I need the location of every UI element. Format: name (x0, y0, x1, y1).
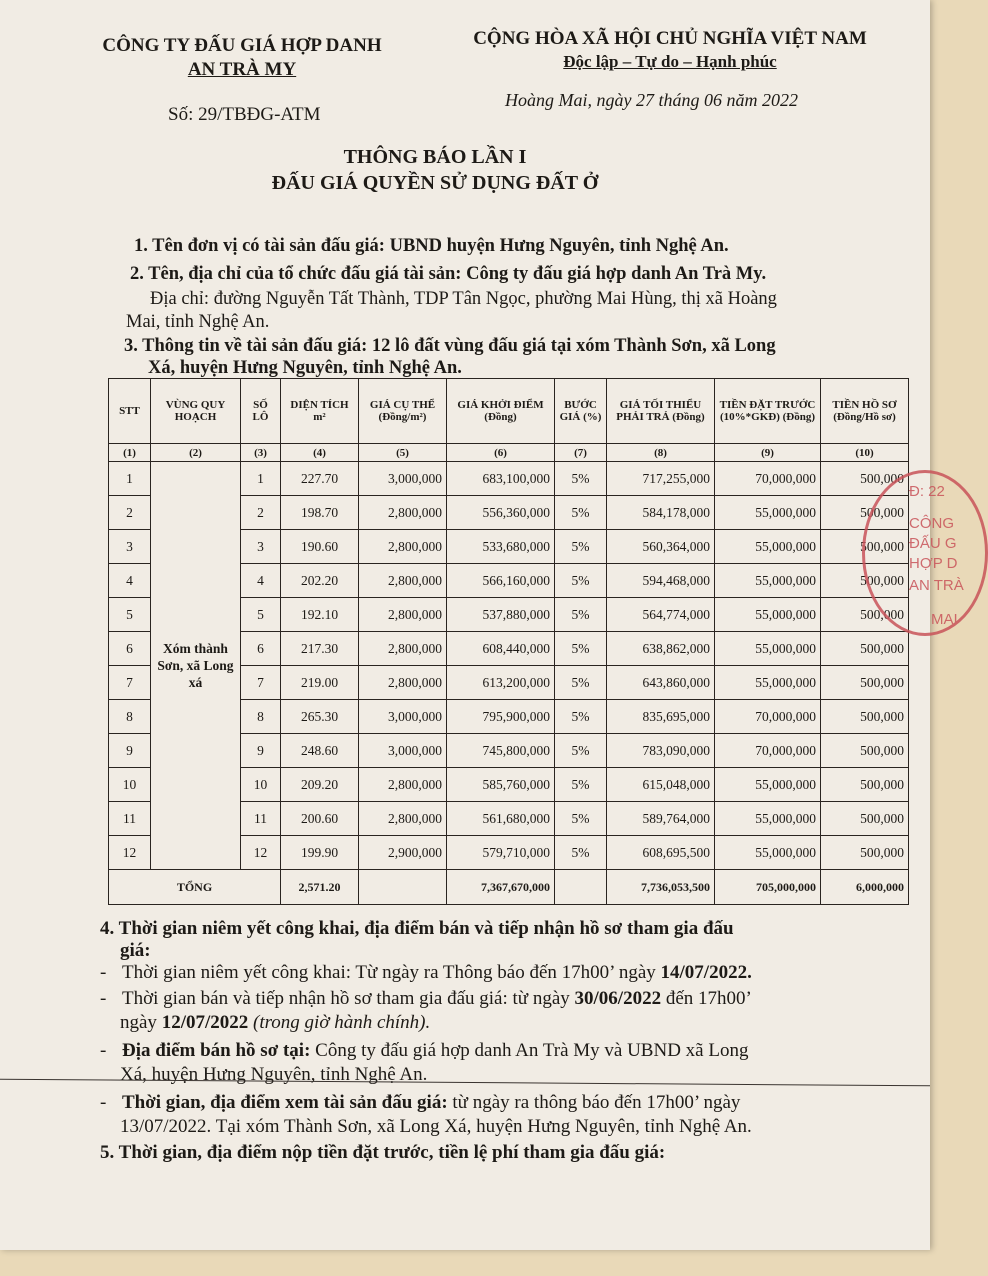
item-1: 1. Tên đơn vị có tài sản đấu giá: UBND huyện Hưng Nguyên, tỉnh Nghệ An. (134, 236, 729, 256)
area-cell: 198.70 (281, 496, 359, 530)
bullet-sale-location-line2: Xá, huyện Hưng Nguyên, tỉnh Nghệ An. (120, 1064, 428, 1085)
lot-cell: 8 (241, 700, 281, 734)
total-start-price-cell: 7,367,670,000 (447, 870, 555, 905)
bullet-dash: - (100, 962, 107, 983)
lot-cell: 7 (241, 666, 281, 700)
min-price-cell: 594,468,000 (607, 564, 715, 598)
stt-cell: 3 (109, 530, 151, 564)
col-header-fee: TIỀN HỒ SƠ (Đồng/Hồ sơ) (821, 379, 909, 444)
company-name-line1: CÔNG TY ĐẤU GIÁ HỢP DANH (102, 35, 382, 56)
index-cell: (9) (715, 444, 821, 462)
item-2: 2. Tên, địa chỉ của tổ chức đấu giá tài sản: Công ty đấu giá hợp danh An Trà My. (130, 264, 767, 284)
area-cell: 190.60 (281, 530, 359, 564)
stt-cell: 2 (109, 496, 151, 530)
step-cell: 5% (555, 700, 607, 734)
index-cell: (1) (109, 444, 151, 462)
bullet-dash: - (100, 1040, 107, 1061)
unit-price-cell: 2,800,000 (359, 802, 447, 836)
item-2-address-line2: Mai, tỉnh Nghệ An. (126, 312, 270, 332)
stt-cell: 10 (109, 768, 151, 802)
area-cell: 199.90 (281, 836, 359, 870)
stamp-text: AN TRÀ (909, 577, 964, 594)
unit-price-cell: 2,900,000 (359, 836, 447, 870)
deposit-cell: 55,000,000 (715, 836, 821, 870)
lot-cell: 11 (241, 802, 281, 836)
min-price-cell: 564,774,000 (607, 598, 715, 632)
deposit-cell: 55,000,000 (715, 598, 821, 632)
area-cell: 200.60 (281, 802, 359, 836)
step-cell: 5% (555, 530, 607, 564)
total-fee-cell: 6,000,000 (821, 870, 909, 905)
step-cell: 5% (555, 564, 607, 598)
start-price-cell: 608,440,000 (447, 632, 555, 666)
bullet-view-assets (122, 1092, 740, 1114)
national-header (450, 28, 890, 72)
lot-cell: 5 (241, 598, 281, 632)
bullet-dash: - (100, 988, 107, 1009)
bullet-note: (trong giờ hành chính). (248, 1012, 431, 1033)
lot-cell: 10 (241, 768, 281, 802)
table-row (109, 462, 909, 496)
lot-cell: 6 (241, 632, 281, 666)
lot-cell: 12 (241, 836, 281, 870)
unit-price-cell: 3,000,000 (359, 734, 447, 768)
start-price-cell: 745,800,000 (447, 734, 555, 768)
bullet-date: 12/07/2022 (161, 1012, 249, 1033)
stamp-text: Đ: 22 (909, 483, 945, 500)
index-row (109, 444, 909, 462)
stt-cell: 11 (109, 802, 151, 836)
bullet-label: Thời gian, địa điểm xem tài sản đấu giá: (122, 1092, 448, 1113)
company-name-line2: AN TRÀ MY (187, 59, 297, 80)
lot-cell: 1 (241, 462, 281, 496)
step-cell: 5% (555, 802, 607, 836)
lot-cell: 2 (241, 496, 281, 530)
stt-cell: 1 (109, 462, 151, 496)
step-cell: 5% (555, 632, 607, 666)
deposit-cell: 55,000,000 (715, 632, 821, 666)
step-cell: 5% (555, 734, 607, 768)
area-cell: 217.30 (281, 632, 359, 666)
start-price-cell: 556,360,000 (447, 496, 555, 530)
deposit-cell: 55,000,000 (715, 802, 821, 836)
table-header-row (109, 379, 909, 444)
fee-cell: 500,000 (821, 700, 909, 734)
unit-price-cell: 2,800,000 (359, 632, 447, 666)
stamp-text: ĐẤU G (909, 535, 957, 552)
area-cell: 209.20 (281, 768, 359, 802)
deposit-cell: 70,000,000 (715, 734, 821, 768)
min-price-cell: 643,860,000 (607, 666, 715, 700)
fee-cell: 500,000 (821, 462, 909, 496)
section-4-heading-line2: giá: (120, 940, 151, 961)
deposit-cell: 55,000,000 (715, 666, 821, 700)
item-3-line1: 3. Thông tin về tài sản đấu giá: 12 lô đất vùng đấu giá tại xóm Thành Sơn, xã Long (124, 336, 776, 356)
fee-cell: 500,000 (821, 530, 909, 564)
unit-price-cell: 2,800,000 (359, 768, 447, 802)
area-cell: 192.10 (281, 598, 359, 632)
region-cell: Xóm thành Sơn, xã Long xá (151, 462, 241, 870)
bullet-sale-time (122, 988, 752, 1010)
step-cell: 5% (555, 836, 607, 870)
index-cell: (7) (555, 444, 607, 462)
bullet-view-assets-line2: 13/07/2022. Tại xóm Thành Sơn, xã Long Xá, huyện Hưng Nguyên, tỉnh Nghệ An. (120, 1116, 752, 1137)
min-price-cell: 589,764,000 (607, 802, 715, 836)
col-header-step: BƯỚC GIÁ (%) (555, 379, 607, 444)
bullet-text: Thời gian niêm yết công khai: Từ ngày ra Thông báo đến 17h00’ ngày (122, 962, 661, 983)
stt-cell: 7 (109, 666, 151, 700)
min-price-cell: 783,090,000 (607, 734, 715, 768)
bullet-text: đến 17h00’ (661, 988, 752, 1009)
stt-cell: 4 (109, 564, 151, 598)
col-header-unit-price: GIÁ CỤ THỂ (Đồng/m²) (359, 379, 447, 444)
item-2-address-line1: Địa chỉ: đường Nguyễn Tất Thành, TDP Tân Ngọc, phường Mai Hùng, thị xã Hoàng (150, 289, 777, 309)
fee-cell: 500,000 (821, 836, 909, 870)
start-price-cell: 585,760,000 (447, 768, 555, 802)
lot-cell: 9 (241, 734, 281, 768)
area-cell: 248.60 (281, 734, 359, 768)
start-price-cell: 613,200,000 (447, 666, 555, 700)
step-cell: 5% (555, 598, 607, 632)
bullet-sale-time-line2 (120, 1012, 430, 1034)
stt-cell: 8 (109, 700, 151, 734)
fee-cell: 500,000 (821, 598, 909, 632)
step-cell: 5% (555, 768, 607, 802)
deposit-cell: 70,000,000 (715, 700, 821, 734)
min-price-cell: 638,862,000 (607, 632, 715, 666)
unit-price-cell: 2,800,000 (359, 564, 447, 598)
index-cell: (4) (281, 444, 359, 462)
section-5-heading: 5. Thời gian, địa điểm nộp tiền đặt trước, tiền lệ phí tham gia đấu giá: (100, 1142, 666, 1163)
notice-subtitle: ĐẤU GIÁ QUYỀN SỬ DỤNG ĐẤT Ở (271, 172, 599, 194)
unit-price-cell: 2,800,000 (359, 496, 447, 530)
start-price-cell: 795,900,000 (447, 700, 555, 734)
fee-cell: 500,000 (821, 564, 909, 598)
section-4-heading-line1: 4. Thời gian niêm yết công khai, địa điểm bán và tiếp nhận hồ sơ tham gia đấu (100, 918, 734, 939)
col-header-area: DIỆN TÍCH m² (281, 379, 359, 444)
index-cell: (2) (151, 444, 241, 462)
stt-cell: 9 (109, 734, 151, 768)
total-empty-cell (359, 870, 447, 905)
bullet-date: 14/07/2022. (660, 962, 752, 983)
bullet-sale-location (122, 1040, 748, 1062)
col-header-lot: SỐ LÔ (241, 379, 281, 444)
total-min-price-cell: 7,736,053,500 (607, 870, 715, 905)
fee-cell: 500,000 (821, 802, 909, 836)
total-deposit-cell: 705,000,000 (715, 870, 821, 905)
col-header-deposit: TIỀN ĐẶT TRƯỚC (10%*GKĐ) (Đồng) (715, 379, 821, 444)
total-area-cell: 2,571.20 (281, 870, 359, 905)
auction-lots-table (108, 378, 909, 905)
area-cell: 265.30 (281, 700, 359, 734)
area-cell: 219.00 (281, 666, 359, 700)
bullet-text: Thời gian bán và tiếp nhận hồ sơ tham gia đấu giá: từ ngày (122, 988, 575, 1009)
min-price-cell: 560,364,000 (607, 530, 715, 564)
start-price-cell: 683,100,000 (447, 462, 555, 496)
unit-price-cell: 2,800,000 (359, 530, 447, 564)
fee-cell: 500,000 (821, 496, 909, 530)
unit-price-cell: 3,000,000 (359, 700, 447, 734)
area-cell: 202.20 (281, 564, 359, 598)
item-3-line2: Xá, huyện Hưng Nguyên, tỉnh Nghệ An. (148, 358, 462, 378)
company-seal-stamp (862, 470, 988, 636)
unit-price-cell: 3,000,000 (359, 462, 447, 496)
min-price-cell: 717,255,000 (607, 462, 715, 496)
step-cell: 5% (555, 462, 607, 496)
min-price-cell: 835,695,000 (607, 700, 715, 734)
fee-cell: 500,000 (821, 632, 909, 666)
stamp-text: HỢP D (909, 555, 958, 572)
index-cell: (3) (241, 444, 281, 462)
area-cell: 227.70 (281, 462, 359, 496)
deposit-cell: 55,000,000 (715, 564, 821, 598)
deposit-cell: 70,000,000 (715, 462, 821, 496)
bullet-posting-time (122, 962, 752, 984)
deposit-cell: 55,000,000 (715, 496, 821, 530)
unit-price-cell: 2,800,000 (359, 598, 447, 632)
index-cell: (5) (359, 444, 447, 462)
company-header (82, 34, 402, 82)
national-motto: Độc lập – Tự do – Hạnh phúc (563, 52, 777, 71)
min-price-cell: 584,178,000 (607, 496, 715, 530)
bullet-text: Công ty đấu giá hợp danh An Trà My và UBND xã Long (310, 1040, 749, 1061)
bullet-text: ngày (120, 1012, 162, 1033)
col-header-start-price: GIÁ KHỞI ĐIỂM (Đồng) (447, 379, 555, 444)
bullet-label: Địa điểm bán hồ sơ tại: (122, 1040, 311, 1061)
stt-cell: 6 (109, 632, 151, 666)
col-header-min-price: GIÁ TỐI THIỂU PHẢI TRẢ (Đồng) (607, 379, 715, 444)
col-header-stt: STT (109, 379, 151, 444)
place-date: Hoàng Mai, ngày 27 tháng 06 năm 2022 (505, 90, 798, 110)
start-price-cell: 537,880,000 (447, 598, 555, 632)
col-header-region: VÙNG QUY HOẠCH (151, 379, 241, 444)
start-price-cell: 561,680,000 (447, 802, 555, 836)
start-price-cell: 533,680,000 (447, 530, 555, 564)
republic-title: CỘNG HÒA XÃ HỘI CHỦ NGHĨA VIỆT NAM (473, 28, 867, 49)
total-row (109, 870, 909, 905)
fee-cell: 500,000 (821, 666, 909, 700)
notice-title: THÔNG BÁO LẦN I (343, 146, 527, 168)
start-price-cell: 579,710,000 (447, 836, 555, 870)
min-price-cell: 608,695,500 (607, 836, 715, 870)
fee-cell: 500,000 (821, 734, 909, 768)
document-number: Số: 29/TBĐG-ATM (168, 104, 321, 125)
index-cell: (6) (447, 444, 555, 462)
stamp-text: MAI (931, 611, 958, 628)
total-empty-cell (555, 870, 607, 905)
bullet-date: 30/06/2022 (574, 988, 662, 1009)
fee-cell: 500,000 (821, 768, 909, 802)
min-price-cell: 615,048,000 (607, 768, 715, 802)
deposit-cell: 55,000,000 (715, 530, 821, 564)
bullet-text: từ ngày ra thông báo đến 17h00’ ngày (447, 1092, 741, 1113)
unit-price-cell: 2,800,000 (359, 666, 447, 700)
step-cell: 5% (555, 666, 607, 700)
deposit-cell: 55,000,000 (715, 768, 821, 802)
start-price-cell: 566,160,000 (447, 564, 555, 598)
lot-cell: 3 (241, 530, 281, 564)
bullet-dash: - (100, 1092, 107, 1113)
lot-cell: 4 (241, 564, 281, 598)
index-cell: (10) (821, 444, 909, 462)
stt-cell: 12 (109, 836, 151, 870)
stt-cell: 5 (109, 598, 151, 632)
index-cell: (8) (607, 444, 715, 462)
stamp-text: CÔNG (909, 515, 954, 532)
step-cell: 5% (555, 496, 607, 530)
total-label-cell: TỔNG (109, 870, 281, 905)
